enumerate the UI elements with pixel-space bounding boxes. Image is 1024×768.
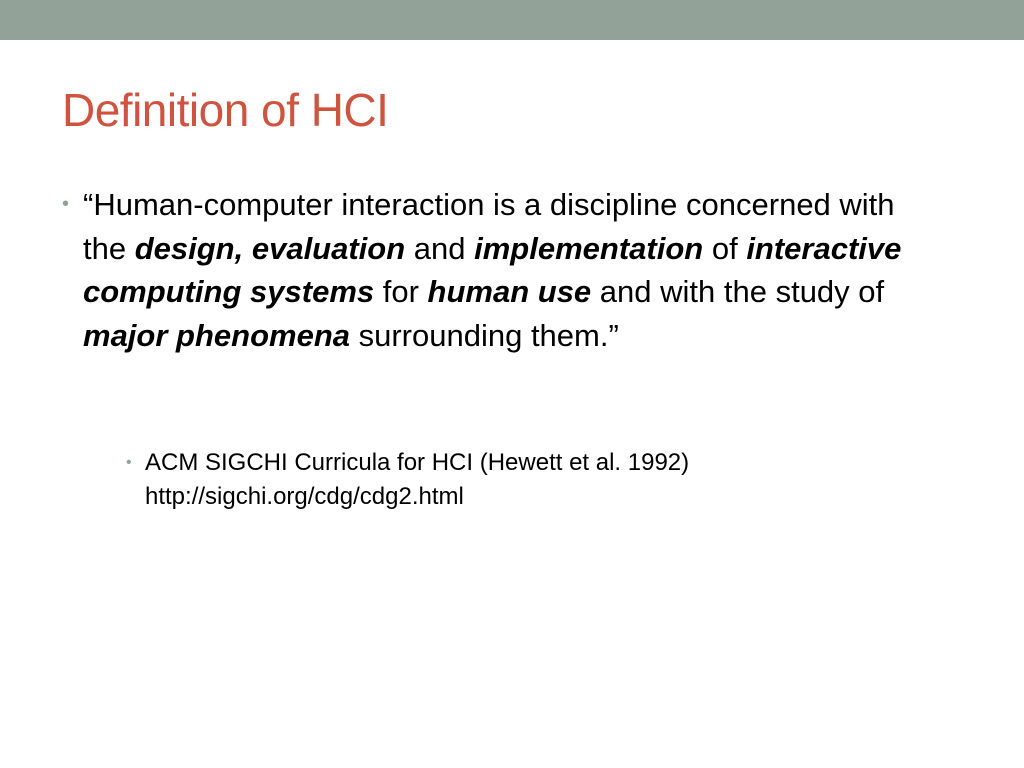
emphasis-major-phenomena: major phenomena <box>83 317 350 353</box>
emphasis-implementation: implementation <box>474 230 704 266</box>
bullet-dot-icon: • <box>62 193 70 215</box>
sub-bullet-text <box>145 446 946 514</box>
quote-segment: surrounding them.” <box>350 317 619 353</box>
quote-segment: of <box>703 230 747 266</box>
main-bullet <box>62 183 942 357</box>
emphasis-interactive-computing-systems: interactive computing systems <box>83 230 902 309</box>
quote-segment: and <box>405 230 475 266</box>
citation-source: ACM SIGCHI Curricula for HCI (Hewett et al. 1992) <box>145 449 690 476</box>
quote-segment: and with the study of <box>591 274 885 309</box>
sub-bullet <box>126 446 946 514</box>
emphasis-human-use: human use <box>427 274 592 309</box>
quote-segment: “Human-computer interaction is a discipline concerned with the <box>83 187 895 266</box>
main-bullet-text <box>83 183 942 357</box>
slide-title: Definition of HCI <box>62 84 389 136</box>
quote-segment: for <box>374 274 428 309</box>
emphasis-design-evaluation: design, evaluation <box>134 230 406 266</box>
sub-bullet-dot-icon: • <box>126 454 132 471</box>
top-accent-bar <box>0 0 1024 40</box>
citation-url: http://sigchi.org/cdg/cdg2.html <box>145 483 464 510</box>
